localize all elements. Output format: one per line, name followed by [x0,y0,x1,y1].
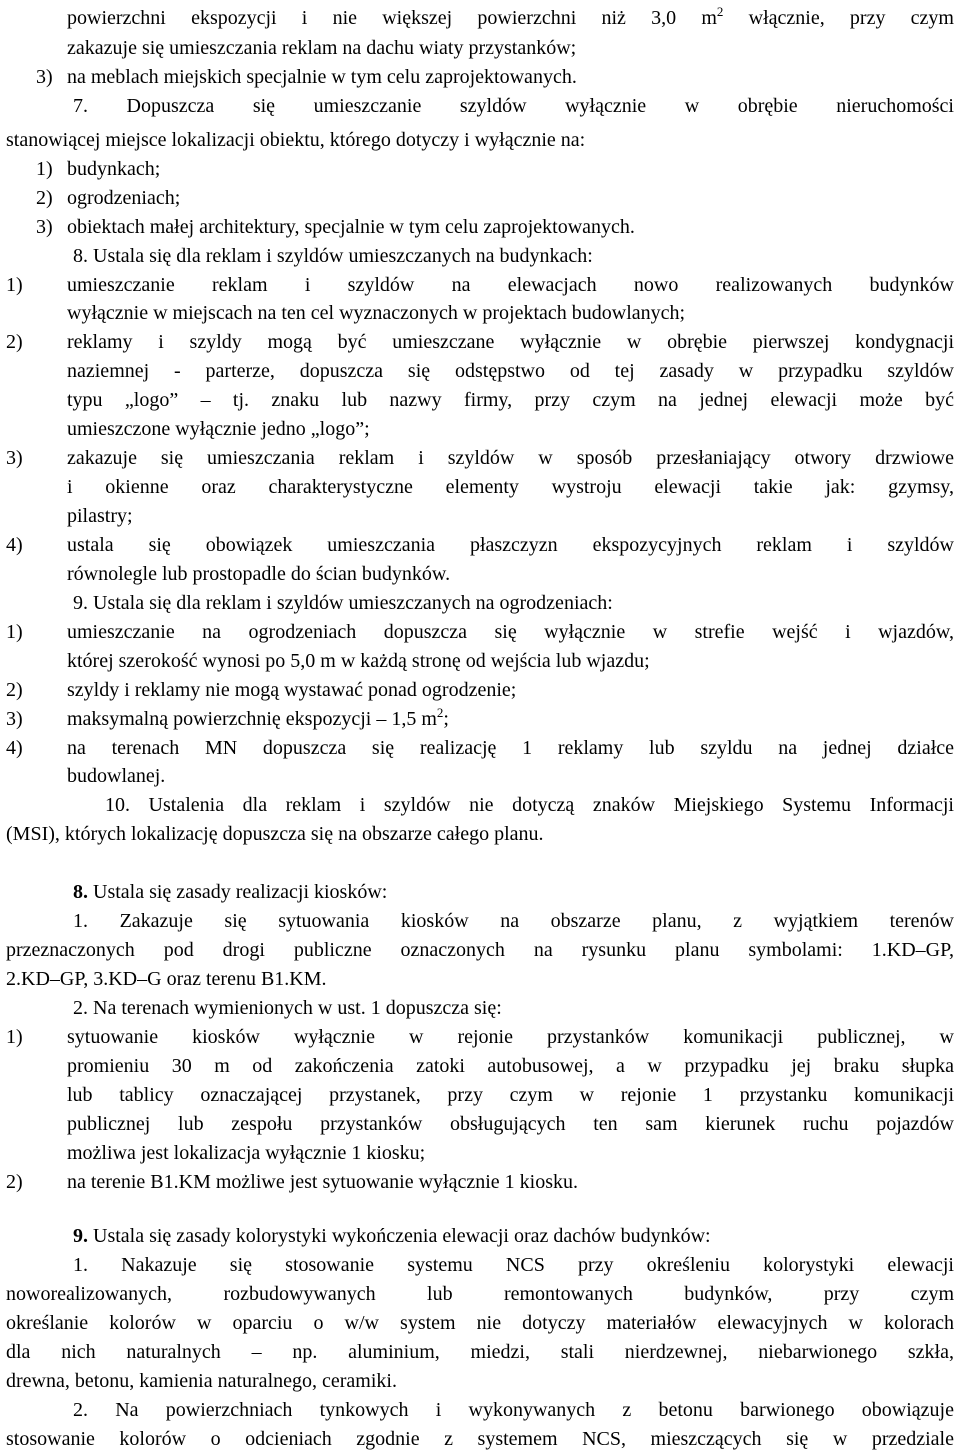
section-9-line: noworealizowanych, rozbudowywanych lub remontowanych budynków, przy czym [6,1283,954,1305]
section-8-line: przeznaczonych pod drogi publiczne oznaczonych na rysunku planu symbolami: 1.KD–GP, [6,939,954,961]
list-item: i okienne oraz charakterystyczne elementy wystroju elewacji takie jak: gzymsy, [67,476,954,498]
text-line: zakazuje się umieszczania reklam na dachu wiaty przystanków; [67,37,577,59]
list-item: umieszczanie reklam i szyldów na elewacjach nowo realizowanych budynków [67,274,954,296]
paragraph-8-lead: 8. Ustala się dla reklam i szyldów umieszczanych na budynkach: [73,245,593,267]
list-label: 1) [6,621,23,643]
list-item: naziemnej - parterze, dopuszcza się odstępstwo od tej zasady w przypadku szyldów [67,360,954,382]
list-label: 2) [6,331,23,353]
paragraph-9-lead: 9. Ustala się dla reklam i szyldów umieszczanych na ogrodzeniach: [73,592,613,614]
list-item: ogrodzeniach; [67,187,181,209]
list-item: promieniu 30 m od zakończenia zatoki autobusowej, a w przypadku jej braku słupka [67,1055,954,1077]
section-8-heading: 8. Ustala się zasady realizacji kiosków: [73,881,388,903]
section-9-line: dla nich naturalnych – np. aluminium, miedzi, stali nierdzewnej, niebarwionego szkła, [6,1341,954,1363]
list-item: sytuowanie kiosków wyłącznie w rejonie przystanków komunikacji publicznej, w [67,1026,954,1048]
list-item: obiektach małej architektury, specjalnie w tym celu zaprojektowanych. [67,216,635,238]
paragraph-10-line: (MSI), których lokalizację dopuszcza się na obszarze całego planu. [6,823,544,845]
list-item: szyldy i reklamy nie mogą wystawać ponad ogrodzenie; [67,679,517,701]
list-item: ustala się obowiązek umieszczania płaszczyzn ekspozycyjnych reklam i szyldów [67,534,954,556]
list-label: 4) [6,534,23,556]
section-8-line: 2. Na terenach wymienionych w ust. 1 dopuszcza się: [73,997,502,1019]
section-9-line: 2. Na powierzchniach tynkowych i wykonywanych z betonu barwionego obowiązuje [73,1399,954,1421]
list-item: na terenach MN dopuszcza się realizację 1 reklamy lub szyldu na jednej działce [67,737,954,759]
list-label: 2) [36,187,53,209]
list-item: reklamy i szyldy mogą być umieszczane wyłącznie w obrębie pierwszej kondygnacji [67,331,954,353]
list-label: 1) [6,1026,23,1048]
list-label: 3) [36,66,53,88]
list-item: umieszczanie na ogrodzeniach dopuszcza się wyłącznie w strefie wejść i wjazdów, [67,621,954,643]
list-item: budowlanej. [67,765,166,787]
section-8-line: 2.KD–GP, 3.KD–G oraz terenu B1.KM. [6,968,327,990]
list-item: możliwa jest lokalizacja wyłącznie 1 kiosku; [67,1142,426,1164]
list-item: budynkach; [67,158,161,180]
list-item: pilastry; [67,505,133,527]
list-label: 3) [36,216,53,238]
list-item: umieszczone wyłącznie jedno „logo”; [67,418,370,440]
text-line: powierzchni ekspozycji i nie większej powierzchni niż 3,0 $m^2$ włącznie, przy czym [67,4,954,29]
list-label: 3) [6,447,23,469]
list-label: 1) [36,158,53,180]
section-9-line: 1. Nakazuje się stosowanie systemu NCS przy określeniu kolorystyki elewacji [73,1254,954,1276]
section-9-line: drewna, betonu, kamienia naturalnego, ceramiki. [6,1370,397,1392]
paragraph-10-line: 10. Ustalenia dla reklam i szyldów nie dotyczą znaków Miejskiego Systemu Informacji [105,794,954,816]
list-item: publicznej lub zespołu przystanków obsługujących ten sam kierunek ruchu pojazdów [67,1113,954,1135]
list-label: 2) [6,1171,23,1193]
paragraph-7-line: 7. Dopuszcza się umieszczanie szyldów wyłącznie w obrębie nieruchomości [73,95,954,117]
list-label: 2) [6,679,23,701]
paragraph-7-line: stanowiącej miejsce lokalizacji obiektu, którego dotyczy i wyłącznie na: [6,129,586,151]
list-label: 3) [6,708,23,730]
list-item: wyłącznie w miejscach na ten cel wyznaczonych w projektach budowlanych; [67,302,686,324]
list-item: której szerokość wynosi po 5,0 m w każdą stronę od wejścia lub wjazdu; [67,650,650,672]
list-label: 4) [6,737,23,759]
list-item: na terenie B1.KM możliwe jest sytuowanie wyłącznie 1 kiosku. [67,1171,578,1193]
list-item: lub tablicy oznaczającej przystanek, przy czym w rejonie 1 przystanku komunikacji [67,1084,954,1106]
section-9-line: określanie kolorów w oparciu o w/w system nie dotyczy materiałów elewacyjnych w kolorach [6,1312,954,1334]
section-9-heading: 9. Ustala się zasady kolorystyki wykończenia elewacji oraz dachów budynków: [73,1225,711,1247]
text-line: na meblach miejskich specjalnie w tym celu zaprojektowanych. [67,66,577,88]
list-item: typu „logo” – tj. znaku lub nazwy firmy, przy czym na jednej elewacji może być [67,389,954,411]
list-item: maksymalną powierzchnię ekspozycji – 1,5 $m^2$; [67,705,449,730]
list-label: 1) [6,274,23,296]
section-9-line: stosowanie kolorów o odcieniach zgodnie z systemem NCS, mieszczących się w przedziale [6,1428,954,1450]
section-8-line: 1. Zakazuje się sytuowania kiosków na obszarze planu, z wyjątkiem terenów [73,910,954,932]
list-item: równolegle lub prostopadle do ścian budynków. [67,563,451,585]
list-item: zakazuje się umieszczania reklam i szyldów w sposób przesłaniający otwory drzwiowe [67,447,954,469]
